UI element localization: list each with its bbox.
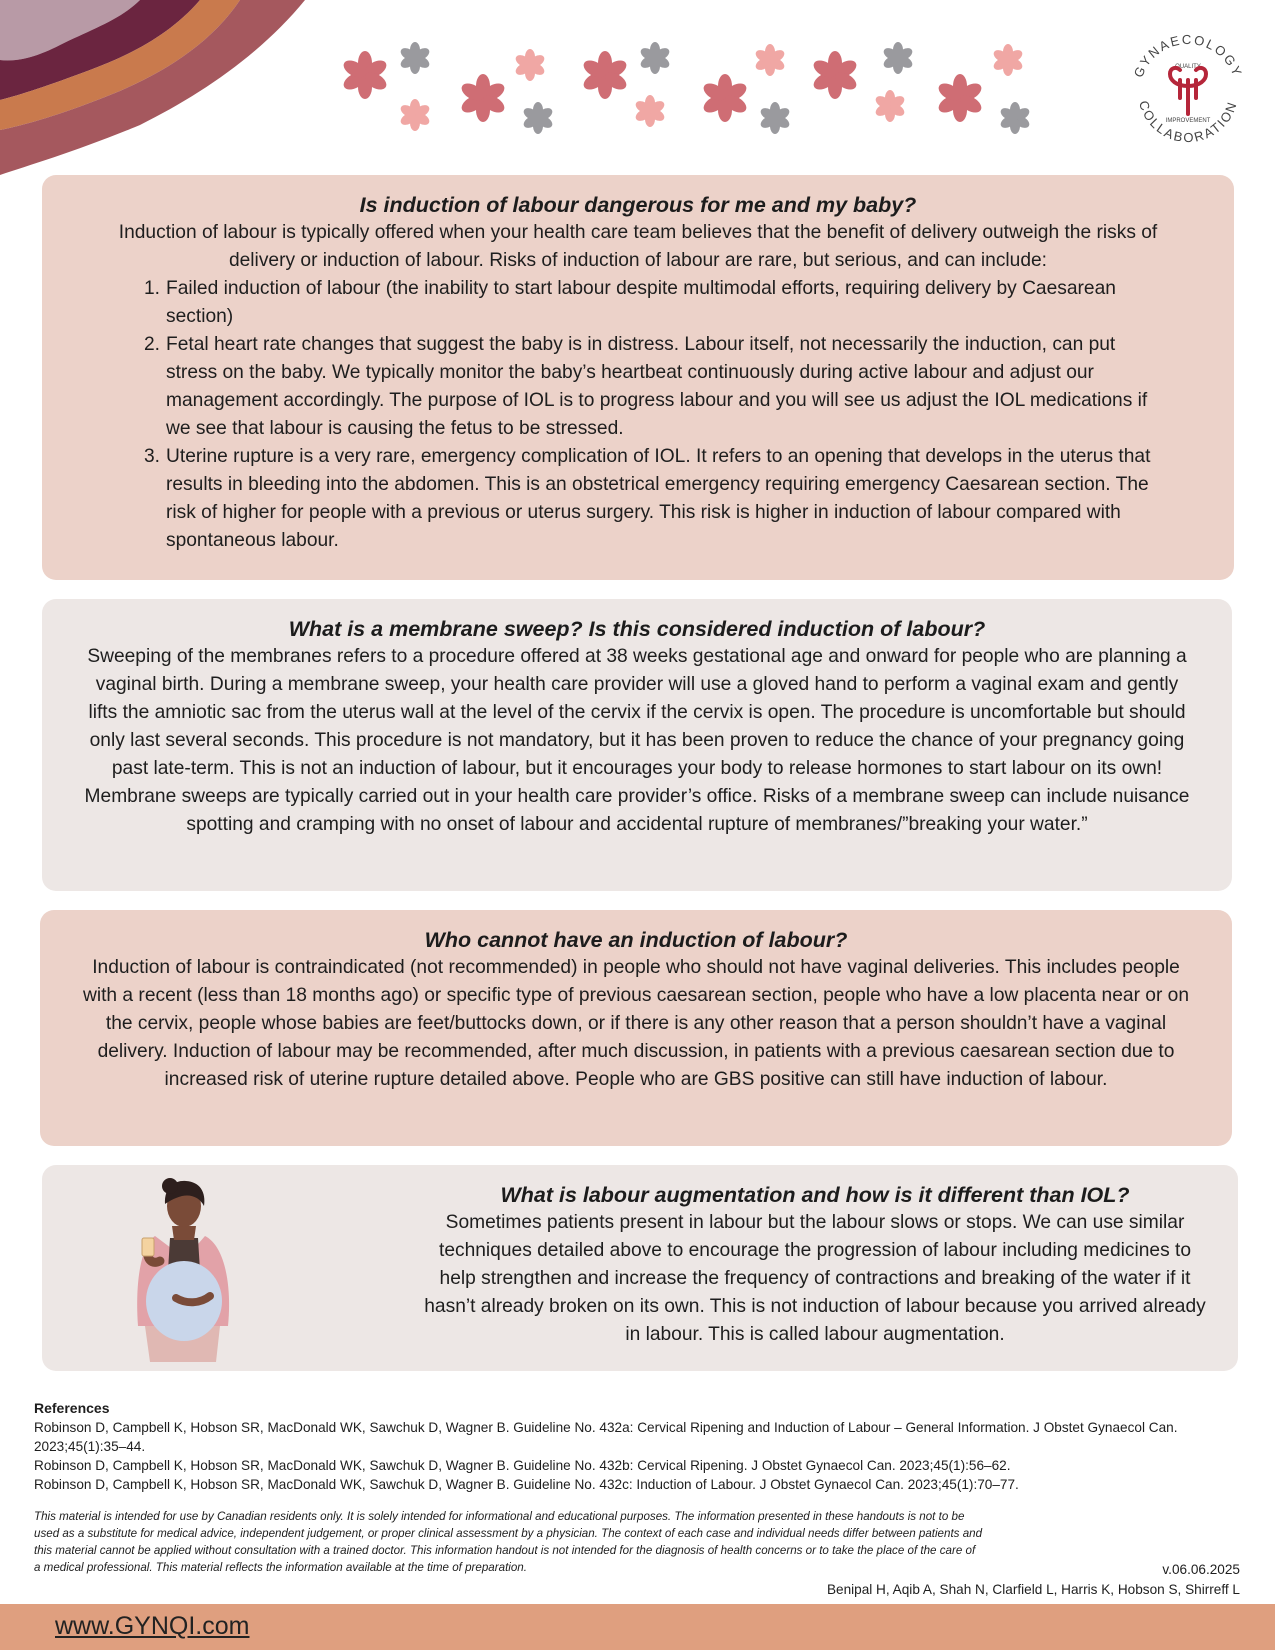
corner-wave-decoration — [0, 0, 330, 180]
pregnant-woman-illustration — [120, 1176, 250, 1362]
website-link[interactable]: www.GYNQI.com — [55, 1612, 250, 1640]
section-membrane-sweep — [42, 599, 1232, 891]
uterus-symbol-icon — [1170, 68, 1206, 114]
list-text: Uterine rupture is a very rare, emergency complication of IOL. It refers to an opening that develops in the uterus that results in bleeding into the abdomen. This is an obstetrical emergency requiring emergency Caesarean section. The risk of higher for people with a previous or uterus surgery. This risk is higher in induction of labour compared with spontaneous labour. — [166, 446, 1151, 551]
section-body: Sweeping of the membranes refers to a procedure offered at 38 weeks gestational age and onward for people who are planning a vaginal birth. During a membrane sweep, your health care provider will use a gloved hand to perform a vaginal exam and gently lifts the amniotic sac from the uterus wall at the level of the cervix if the cervix is open. The procedure is uncomfortable but should only last several seconds. This procedure is not mandatory, but it has been proven to reduce the chance of your pregnancy going past late-term. This is not an induction of labour, but it encourages your body to release hormones to start labour on its own! Membrane sweeps are typically carried out in your health care provider’s office. Risks of a membrane sweep can include nuisance spotting and cramping with no onset of labour and accidental rupture of membranes/”breaking your water.” — [84, 646, 1190, 835]
section-title: Who cannot have an induction of labour? — [424, 928, 848, 952]
section-iol-risks — [42, 175, 1234, 580]
list-number: 1. — [144, 278, 161, 299]
reference-item: Robinson D, Campbell K, Hobson SR, MacDonald WK, Sawchuk D, Wagner B. Guideline No. 432a: Cervical Ripening and Induction of Labour – General Information. J Obstet Gynaecol Can. 2023;45(1):35–44. — [34, 1420, 1178, 1454]
list-text: Fetal heart rate changes that suggest the baby is in distress. Labour itself, not necessarily the induction, can put stress on the baby. We typically monitor the baby’s heartbeat continuously during active labour and adjust our management accordingly. The purpose of IOL is to progress labour and you will see us adjust the IOL medications if we see that labour is causing the fetus to be stressed. — [166, 334, 1148, 439]
references — [34, 1398, 1244, 1494]
section-title: What is labour augmentation and how is it different than IOL? — [500, 1183, 1130, 1207]
authors: Benipal H, Aqib A, Shah N, Clarfield L, Harris K, Hobson S, Shirreff L — [826, 1582, 1240, 1597]
section-title: What is a membrane sweep? Is this considered induction of labour? — [288, 617, 986, 641]
list-item — [144, 331, 1162, 443]
disclaimer: This material is intended for use by Canadian residents only. It is solely intended for informational and educational purposes. The information presented in these handouts is not to be used as a substitute for medical advice, independent judgement, or proper clinical assessment by a physician. The context of each case and individual needs differ between patients and this material cannot be applied without consultation with a trained doctor. This information handout is not intended for the diagnosis of health concerns or to take the place of the care of a medical professional. This material reflects the information available at the time of preparation. — [34, 1510, 983, 1574]
section-title: Is induction of labour dangerous for me and my baby? — [359, 193, 917, 217]
logo-inner-top: QUALITY — [1175, 64, 1201, 70]
references-heading: References — [34, 1400, 110, 1416]
logo-inner-bottom: IMPROVEMENT — [1165, 118, 1211, 124]
logo-bottom-text: COLLABORATION — [1135, 98, 1241, 146]
list-number: 3. — [144, 446, 161, 467]
list-text: Failed induction of labour (the inability to start labour despite multimodal efforts, requiring delivery by Caesarean section) — [166, 278, 1116, 327]
reference-item: Robinson D, Campbell K, Hobson SR, MacDonald WK, Sawchuk D, Wagner B. Guideline No. 432b: Cervical Ripening. J Obstet Gynaecol Can. 2023;45(1):56–62. — [34, 1458, 1011, 1473]
list-item — [144, 443, 1162, 555]
section-body: Sometimes patients present in labour but the labour slows or stops. We can use similar techniques detailed above to encourage the progression of labour including medicines to help strengthen and increase the frequency of contractions and breaking of the water if it hasn’t already broken on its own. This is not induction of labour because you arrived already in labour. This is called labour augmentation. — [424, 1212, 1206, 1345]
section-contraindications — [40, 910, 1232, 1146]
section-intro: Induction of labour is typically offered when your health care team believes that the benefit of delivery outweigh the risks of delivery or induction of labour. Risks of induction of labour are rare, but serious, and can include: — [118, 222, 1158, 271]
reference-item: Robinson D, Campbell K, Hobson SR, MacDonald WK, Sawchuk D, Wagner B. Guideline No. 432c: Induction of Labour. J Obstet Gynaecol Can. 2023;45(1):70–77. — [34, 1477, 1019, 1492]
risk-list — [144, 275, 1162, 555]
version-label: v.06.06.2025 — [1162, 1562, 1240, 1577]
flower-decoration — [320, 38, 1040, 148]
svg-text:GYNAECOLOGY — [1131, 32, 1246, 80]
list-item — [144, 275, 1162, 331]
section-body: Induction of labour is contraindicated (not recommended) in people who should not have vaginal deliveries. This includes people with a recent (less than 18 months ago) or specific type of previous caesarean section, people who have a low placenta near or on the cervix, people whose babies are feet/buttocks down, or if there is any other reason that a person shouldn’t have a vaginal delivery. Induction of labour may be recommended, after much discussion, in patients with a previous caesarean section due to increased risk of uterine rupture detailed above. People who are GBS positive can still have induction of labour. — [82, 957, 1190, 1090]
footer-bar — [0, 1604, 1275, 1650]
list-number: 2. — [144, 334, 161, 355]
gynqi-logo — [1118, 22, 1258, 162]
logo-top-text: GYNAECOLOGY — [1130, 31, 1246, 80]
